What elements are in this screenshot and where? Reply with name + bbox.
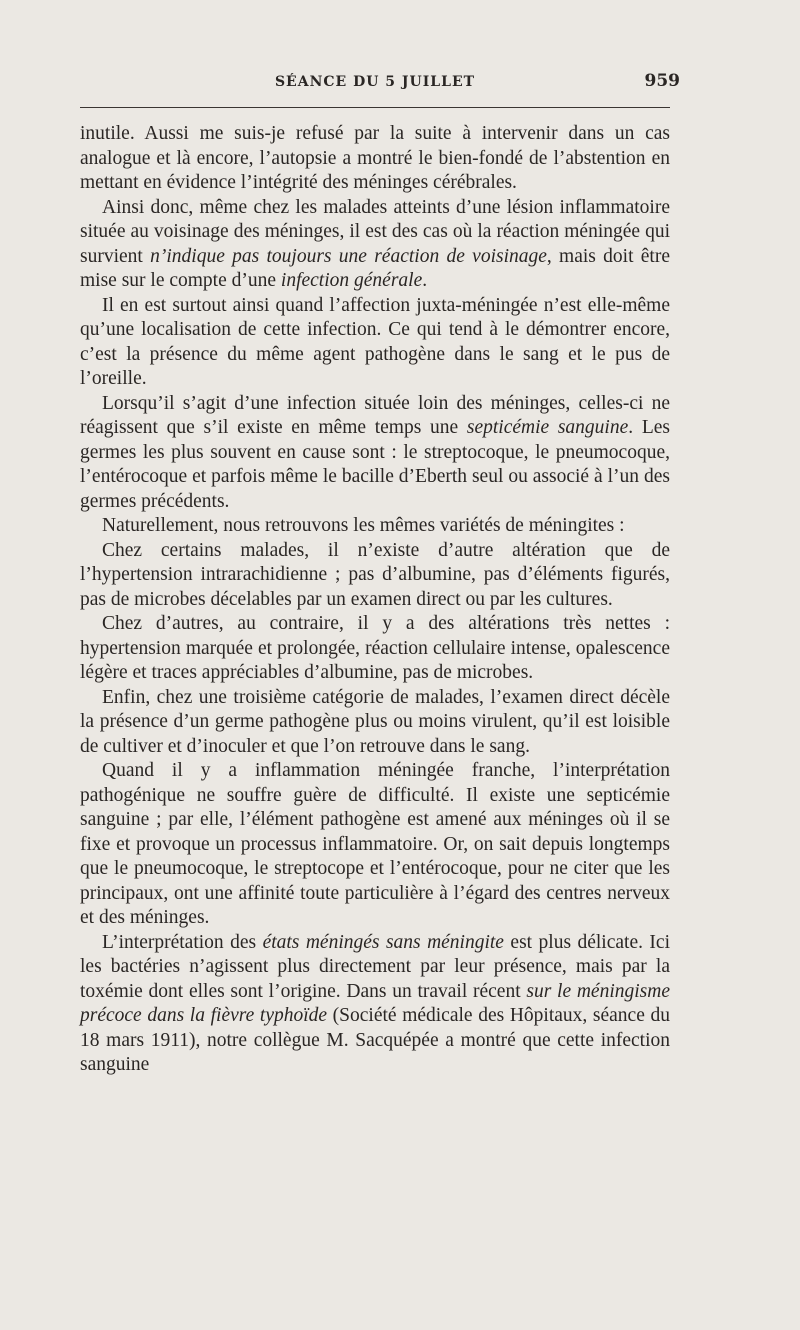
paragraph xyxy=(80,686,670,760)
text-run: . xyxy=(422,270,428,291)
text-run: Naturellement, nous retrouvons les mêmes variétés de méningites : xyxy=(102,515,625,536)
italic-text: infection générale xyxy=(280,270,423,291)
body-text xyxy=(80,122,670,1078)
page-number: 959 xyxy=(644,71,680,91)
text-run: Il en est surtout ainsi quand l’affection juxta-méningée n’est elle-même qu’une localisation de cette infection. Ce qui tend à le démontrer encore, c’est la présence du même agent pathogène dans le sang et le pus de l’oreille. xyxy=(80,294,670,389)
paragraph xyxy=(80,612,670,686)
paragraph xyxy=(80,196,670,294)
text-run: Quand il y a inflammation méningée franche, l’interprétation pathogénique ne souffre guère de difficulté. Il existe une septicémie sanguine ; par elle, l’élément pathogène est amené aux méninges où il se fixe et provoque un processus inflammatoire. Or, on sait depuis longtemps que le pneumocoque, le streptocope et l’entérocoque, pour ne citer que les principaux, ont une affinité toute particulière à l’égard des centres nerveux et des méninges. xyxy=(80,760,670,928)
text-run: Lorsqu’il s’agit d’une infection située loin des méninges, celles-ci ne réagissent que s’il existe en même temps une xyxy=(80,392,670,438)
text-run: Chez certains malades, il n’existe d’autre altération que de l’hypertension intrarachidienne ; pas d’albumine, pas d’éléments figurés, pas de microbes décelables par un examen direct ou par les cultures. xyxy=(80,539,670,610)
italic-text: états méningés sans méningite xyxy=(262,931,504,953)
italic-text: n’indique pas toujours une réaction de voisinage xyxy=(150,245,547,267)
paragraph xyxy=(80,514,670,539)
running-title: SÉANCE DU 5 JUILLET xyxy=(274,74,476,90)
text-run: est plus délicate. Ici les bactéries n’agissent plus directement par leur présence, mais par la toxémie dont elles sont l’origine. Dans un travail récent xyxy=(80,931,670,1002)
paragraph xyxy=(80,122,670,196)
text-run: (Société médicale des Hôpitaux, séance du 18 mars 1911), notre collègue M. Sacquépée a montré que cette infection sanguine xyxy=(80,1005,670,1075)
paragraph xyxy=(80,539,670,613)
italic-text: septicémie sanguine xyxy=(466,417,629,438)
text-run: Enfin, chez une troisième catégorie de malades, l’examen direct décèle la présence d’un germe pathogène plus ou moins virulent, qu’il est loisible de cultiver et d’inoculer et que l’on retrouve dans le sang. xyxy=(80,686,670,757)
page-header xyxy=(80,72,680,96)
text-run: . Les germes les plus souvent en cause sont : le streptocoque, le pneumocoque, l’entérocoque et parfois même le bacille d’Eberth seul ou associé à l’un des germes précédents. xyxy=(80,417,670,512)
text-run: L’interprétation des xyxy=(102,931,263,953)
text-run: Chez d’autres, au contraire, il y a des altérations très nettes : hypertension marquée et prolongée, réaction cellulaire intense, opalescence légère et traces appréciables d’albumine, pas de microbes. xyxy=(80,613,670,683)
italic-text: sur le méningisme précoce dans la fièvre typhoïde xyxy=(80,980,670,1026)
paragraph xyxy=(80,392,670,515)
paragraph xyxy=(80,759,670,931)
text-run: Ainsi donc, même chez les malades atteints d’une lésion inflammatoire située au voisinage des méninges, il est des cas où la réaction méningée qui survient xyxy=(80,196,670,267)
header-rule xyxy=(80,107,670,108)
paragraph xyxy=(80,294,670,392)
text-run: , mais doit être mise sur le compte d’une xyxy=(80,245,671,291)
text-run: inutile. Aussi me suis-je refusé par la suite à intervenir dans un cas analogue et là encore, l’autopsie a montré le bien-fondé de l’abstention en mettant en évidence l’intégrité des méninges cérébrales. xyxy=(80,123,670,193)
paragraph xyxy=(80,931,670,1078)
